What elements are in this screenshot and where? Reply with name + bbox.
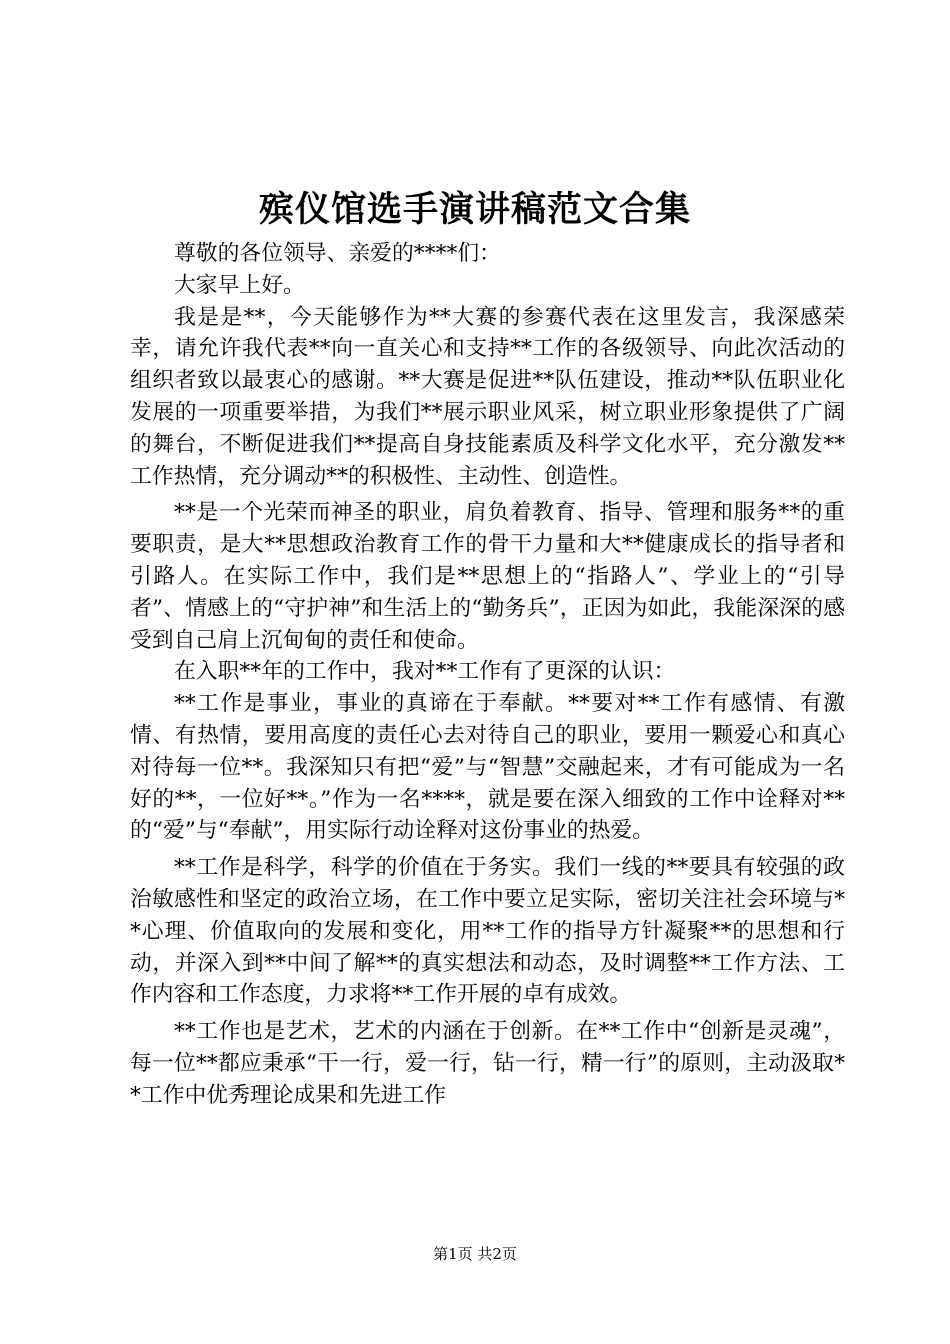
page-footer: 第1页 共2页 bbox=[433, 1245, 517, 1263]
body-paragraph: 我是是**，今天能够作为**大赛的参赛代表在这里发言，我深感荣幸，请允许我代表**向一直关心和支持**工作的各级领导、向此次活动的组织者致以最衷心的感谢。**大赛是促进**队伍建设，推动**队伍职业化发展的一项重要举措，为我们**展示职业风采，树立职业形象提供了广阔的舞台，不断促进我们**提高自身技能素质及科学文化水平，充分激发**工作热情，充分调动**的积极性、主动性、创造性。 bbox=[130, 304, 845, 489]
greeting-paragraph: 大家早上好。 bbox=[174, 272, 305, 298]
body-paragraph: **工作是科学，科学的价值在于务实。我们一线的**要具有较强的政治敏感性和坚定的政治立场，在工作中要立足实际，密切关注社会环境与**心理、价值取向的发展和变化，用**工作的指导方针凝聚**的思想和行动，并深入到**中间了解**的真实想法和动态，及时调整**工作方法、工作内容和工作态度，力求将**工作开展的卓有成效。 bbox=[130, 855, 845, 1008]
body-paragraph: **是一个光荣而神圣的职业，肩负着教育、指导、管理和服务**的重要职责，是大**思想政治教育工作的骨干力量和大**健康成长的指导者和引路人。在实际工作中，我们是**思想上的“指路人”、学业上的“引导者”、情感上的“守护神”和生活上的“勤务兵”，正因为如此，我能深深的感受到自己肩上沉甸甸的责任和使命。 bbox=[130, 500, 845, 653]
salutation-paragraph: 尊敬的各位领导、亲爱的****们： bbox=[174, 241, 501, 266]
body-paragraph: **工作也是艺术，艺术的内涵在于创新。在**工作中“创新是灵魂”，每一位**都应秉承“干一行，爱一行，钻一行，精一行”的原则，主动汲取**工作中优秀理论成果和先进工作 bbox=[130, 1019, 845, 1108]
body-paragraph: 在入职**年的工作中，我对**工作有了更深的认识： bbox=[174, 659, 676, 685]
body-paragraph: **工作是事业，事业的真谛在于奉献。**要对**工作有感情、有激情、有热情，要用高度的责任心去对待自己的职业，要用一颗爱心和真心对待每一位**。我深知只有把“爱”与“智慧”交融起来，才有可能成为一名好的**，一位好**。”作为一名****，就是要在深入细致的工作中诠释对**的“爱”与“奉献”，用实际行动诠释对这份事业的热爱。 bbox=[130, 691, 845, 844]
document-body bbox=[130, 238, 845, 1112]
document-title: 殡仪馆选手演讲稿范文合集 bbox=[258, 189, 691, 230]
